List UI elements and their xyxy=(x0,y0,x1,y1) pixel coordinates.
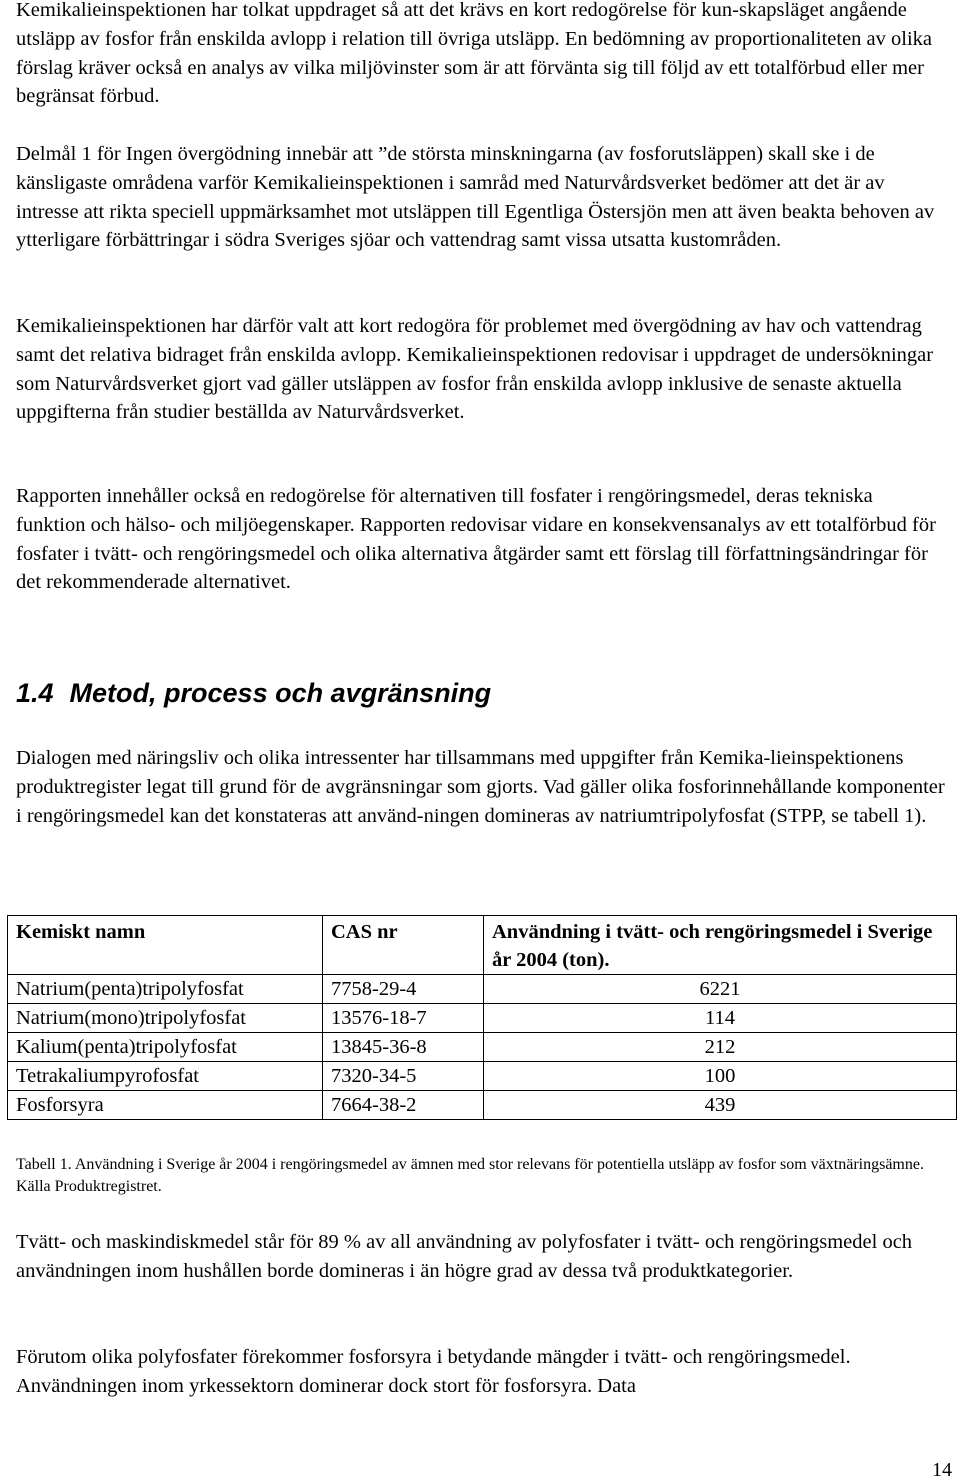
table-row xyxy=(8,1033,957,1062)
header-cas-number: CAS nr xyxy=(323,916,484,975)
paragraph-forutom: Förutom olika polyfosfater förekommer fosforsyra i betydande mängder i tvätt- och rengöringsmedel. Användningen inom yrkessektorn dominerar dock stort för fosforsyra. Data xyxy=(16,1346,851,1397)
header-usage: Användning i tvätt- och rengöringsmedel i Sverige år 2004 (ton). xyxy=(484,916,957,975)
usage-table xyxy=(7,915,957,1120)
section-title: Metod, process och avgränsning xyxy=(69,678,492,708)
paragraph-tvatt: Tvätt- och maskindiskmedel står för 89 % av all användning av polyfosfater i tvätt- och rengöringsmedel och användningen inom hushållen borde domineras i än högre grad av dessa två produktkategorier. xyxy=(16,1231,913,1282)
cell-chemical-name: Natrium(penta)tripolyfosfat xyxy=(8,975,323,1004)
paragraph-delmal: Delmål 1 för Ingen övergödning innebär att ”de största minskningarna (av fosforutsläppen) skall ske i de känsligaste områdena varför Kemikalieinspektionen i samråd med Naturvårdsverket bedömer att det är av intresse att rikta speciell uppmärksamhet mot utsläppen till Egentliga Östersjön men att även beakta behoven av ytterligare förbättringar i södra Sveriges sjöar och vattendrag samt vissa utsatta kustområden. xyxy=(16,143,935,252)
cell-usage-tons: 100 xyxy=(484,1062,957,1091)
cell-usage-tons: 212 xyxy=(484,1033,957,1062)
paragraph-dialogen: Dialogen med näringsliv och olika intressenter har tillsammans med uppgifter från Kemika-lieinspektionens produktregister legat till grund för de avgränsningar som gjorts. Vad gäller olika fosforinnehållande komponenter i rengöringsmedel kan det konstateras att använd-ningen domineras av natriumtripolyfosfat (STPP, se tabell 1). xyxy=(16,747,945,827)
paragraph-redogora: Kemikalieinspektionen har därför valt att kort redogöra för problemet med övergödning av hav och vattendrag samt det relativa bidraget från enskilda avlopp. Kemikalieinspektionen redovisar i uppdraget de undersökningar som Naturvårdsverket gjort vad gäller utsläppen av fosfor från enskilda avlopp inklusive de senaste aktuella uppgifterna från studier beställda av Naturvårdsverket. xyxy=(16,315,934,424)
cell-cas-number: 7758-29-4 xyxy=(323,975,484,1004)
cell-chemical-name: Tetrakaliumpyrofosfat xyxy=(8,1062,323,1091)
header-chemical-name: Kemiskt namn xyxy=(8,916,323,975)
paragraph-intro: Kemikalieinspektionen har tolkat uppdraget så att det krävs en kort redogörelse för kun-skapsläget angående utsläpp av fosfor från enskilda avlopp i relation till övriga utsläpp. En bedömning av proportionaliteten av olika förslag kräver också en analys av vilka miljövinster som är att förvänta sig till följd av ett totalförbud eller mer begränsat förbud. xyxy=(16,0,933,108)
cell-chemical-name: Fosforsyra xyxy=(8,1091,323,1120)
section-number: 1.4 xyxy=(16,678,54,708)
cell-chemical-name: Natrium(mono)tripolyfosfat xyxy=(8,1004,323,1033)
cell-usage-tons: 114 xyxy=(484,1004,957,1033)
cell-cas-number: 7320-34-5 xyxy=(323,1062,484,1091)
paragraph-rapporten: Rapporten innehåller också en redogörelse för alternativen till fosfater i rengöringsmedel, deras tekniska funktion och hälso- och miljöegenskaper. Rapporten redovisar vidare en konsekvensanalys av ett totalförbud för fosfater i tvätt- och rengöringsmedel och olika alternativa åtgärder samt ett förslag till författningsändringar för det rekommenderade alternativet. xyxy=(16,485,936,594)
cell-usage-tons: 6221 xyxy=(484,975,957,1004)
table-caption: Tabell 1. Användning i Sverige år 2004 i rengöringsmedel av ämnen med stor relevans för potentiella utsläpp av fosfor som växtnäringsämne. Källa Produktregistret. xyxy=(16,1156,924,1195)
cell-chemical-name: Kalium(penta)tripolyfosfat xyxy=(8,1033,323,1062)
cell-usage-tons: 439 xyxy=(484,1091,957,1120)
cell-cas-number: 13845-36-8 xyxy=(323,1033,484,1062)
table-header-row xyxy=(8,916,957,975)
cell-cas-number: 13576-18-7 xyxy=(323,1004,484,1033)
table-row xyxy=(8,1062,957,1091)
cell-cas-number: 7664-38-2 xyxy=(323,1091,484,1120)
page-number: 14 xyxy=(932,1459,952,1481)
table-row xyxy=(8,1004,957,1033)
table-row xyxy=(8,975,957,1004)
section-heading xyxy=(16,676,491,710)
table-row xyxy=(8,1091,957,1120)
